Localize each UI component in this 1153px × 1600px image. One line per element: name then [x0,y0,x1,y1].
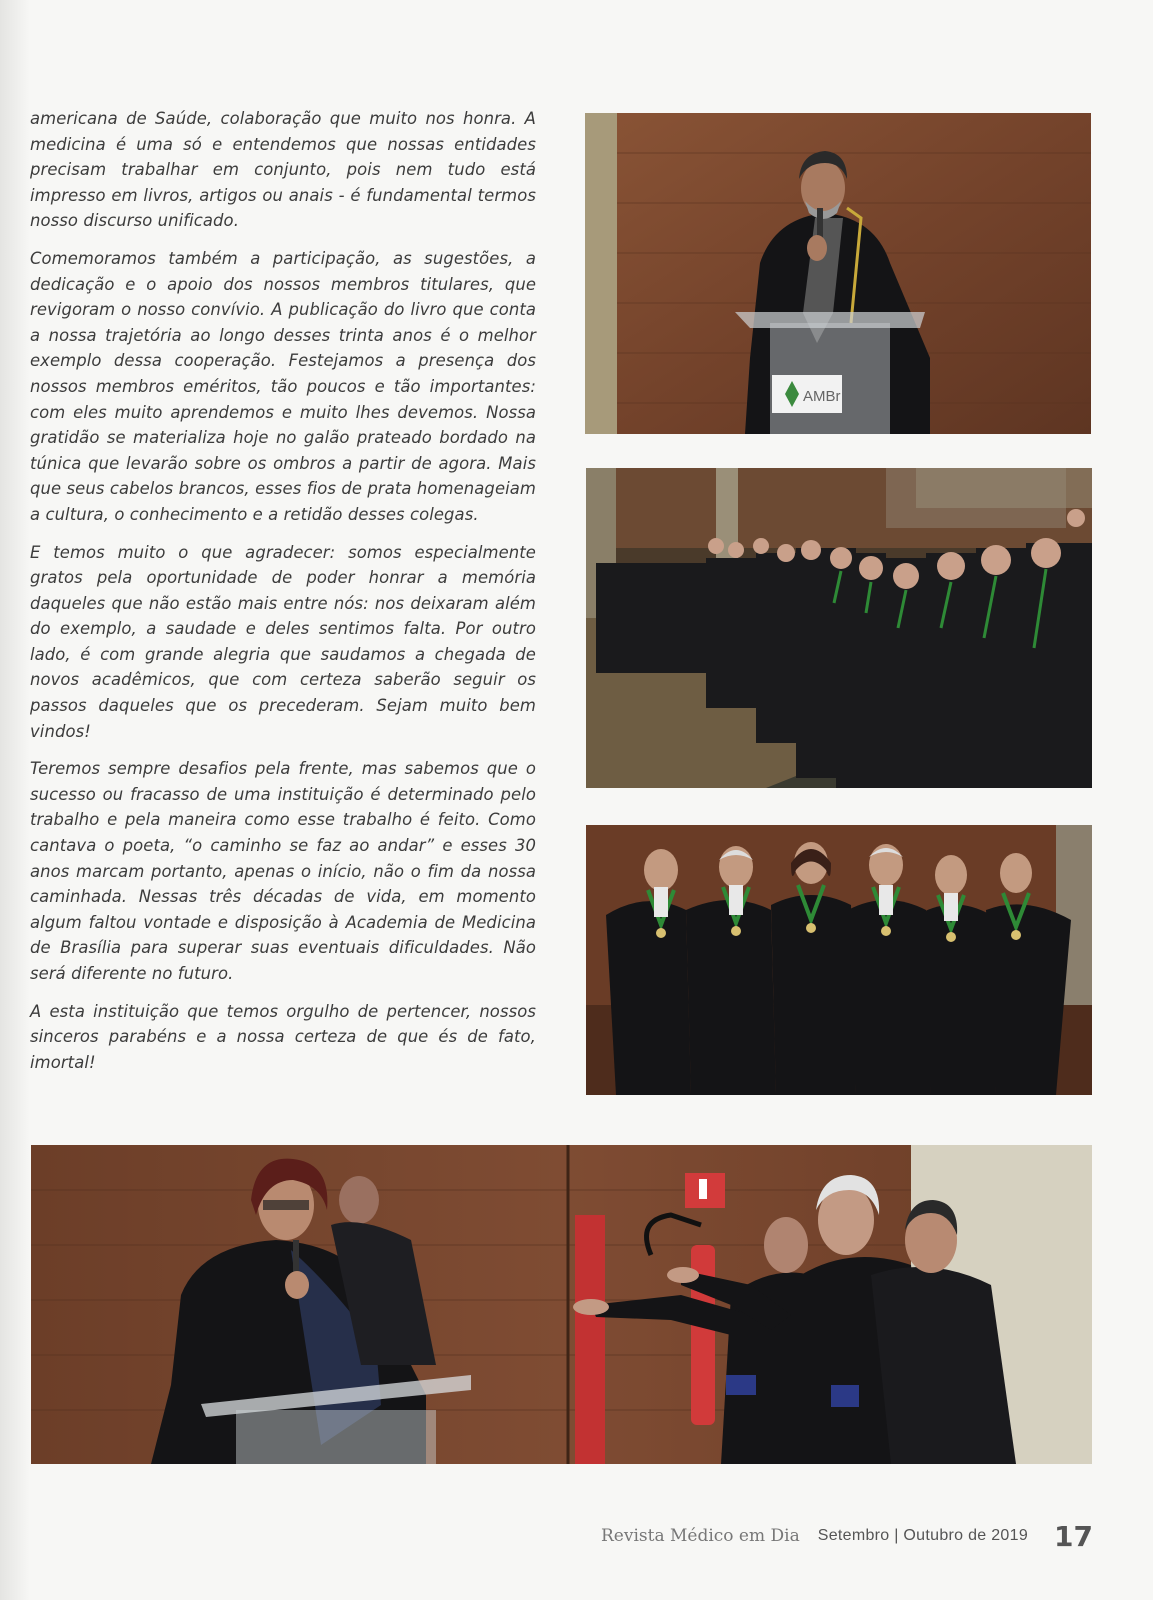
photo-six-academics [586,825,1092,1095]
podium-sign-text: AMBr [803,388,841,405]
article-paragraph-5: A esta instituição que temos orgulho de pertencer, nossos sinceros parabéns e a nossa certeza de que és de fato, imortal! [30,1001,536,1072]
article-paragraph-2: Comemoramos também a participação, as sugestões, a dedicação e o apoio dos nossos membros titulares, que revigoram o nosso convívio. A publicação do livro que conta a nossa trajetória ao longo desses trinta anos é o melhor exemplo dessa cooperação. Festejamos a presença dos nossos membros eméritos, tão poucos e tão importantes: com eles muito aprendemos e muito lhes devemos. Nossa gratidão se materializa hoje no galão prateado bordado na túnica que levarão sobre os ombros a partir de agora. Mais que seus cabelos brancos, esses fios de prata homenageiam a cultura, o conhecimento e a retidão desses colegas. [30,248,536,524]
footer-magazine-title: Revista Médico em Dia [600,1526,800,1546]
photo-speech-and-oath [31,1145,1092,1464]
article-text-column [30,106,536,1087]
page-footer [601,1516,1093,1556]
page-number: 17 [1054,1519,1093,1553]
page-gutter-shadow [0,0,30,1600]
footer-issue-date: Setembro | Outubro de 2019 [817,1527,1029,1544]
photo-speaker-at-podium [585,113,1091,434]
article-paragraph-3: E temos muito o que agradecer: somos especialmente gratos pela oportunidade de poder honrar a memória daqueles que não estão mais entre nós: nos deixaram além do exemplo, a saudade e deles sentimos falta. Por outro lado, é com grande alegria que saudamos a chegada de novos acadêmicos, que com certeza saberão seguir os passos daqueles que os precederam. Sejam muito bem vindos! [30,542,536,741]
article-paragraph-1: americana de Saúde, colaboração que muito nos honra. A medicina é uma só e entendemos que nossas entidades precisam trabalhar em conjunto, pois nem tudo está impresso em livros, artigos ou anais - é fundamental termos nosso discurso unificado. [30,109,536,231]
article-paragraph-4: Teremos sempre desafios pela frente, mas sabemos que o sucesso ou fracasso de uma instituição é determinado pelo trabalho e pela maneira como esse trabalho é feito. Como cantava o poeta, “o caminho se faz ao andar” e esses 30 anos marcam portanto, apenas o início, não o fim da nossa caminhada. Nessas três décadas de vida, em momento algum faltou vontade e disposição à Academia de Medicina de Brasília para superar suas eventuais dificuldades. Não será diferente no futuro. [30,759,536,983]
photo-academics-standing [586,468,1092,788]
